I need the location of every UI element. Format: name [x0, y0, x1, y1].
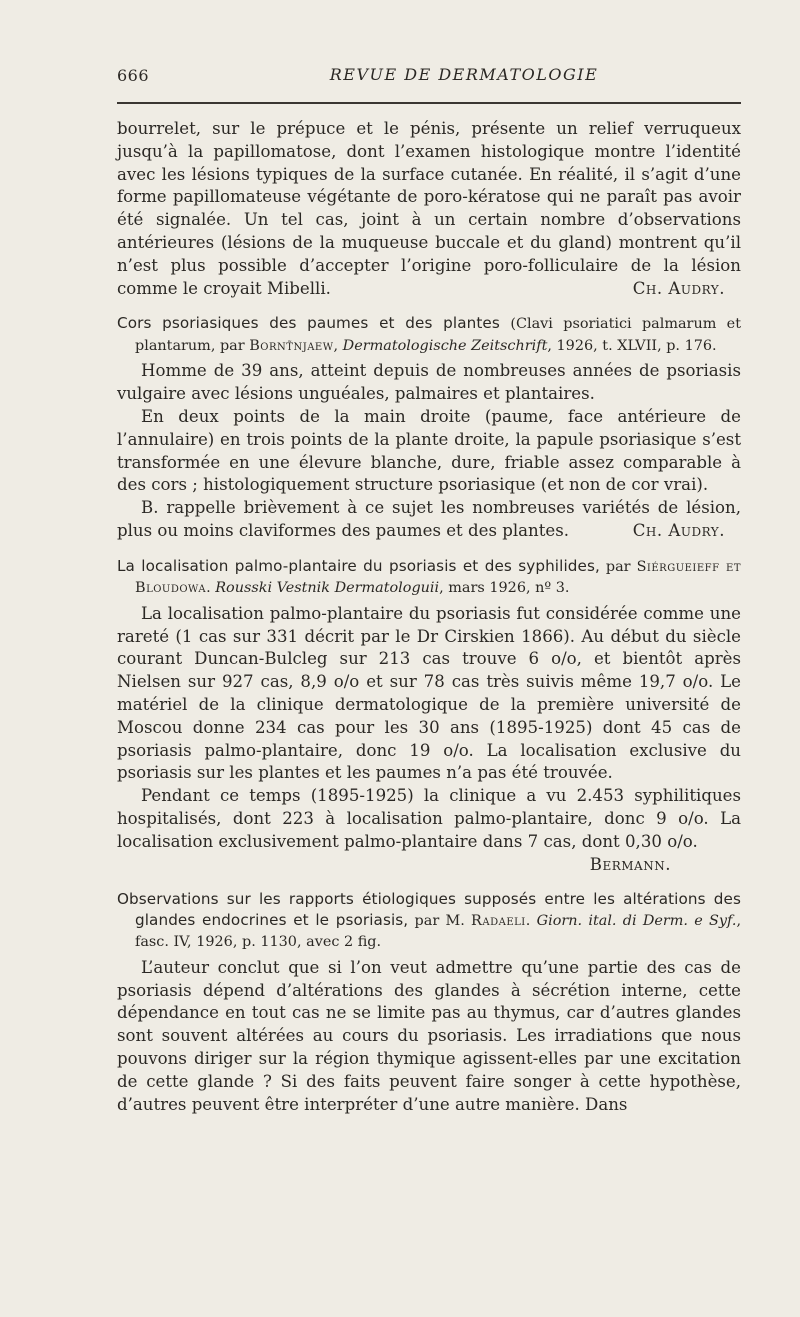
article-paragraph: En deux points de la main droite (paume, face antérieure de l’annulaire) en trois points de la plante droite, la papule psoriasique s’est transformée en une élevure blanche, dure, friable assez comparable à des cors ; histologiquement structure psoriasique (et non de cor vrai). — [117, 406, 741, 495]
body-text — [117, 118, 741, 1116]
article-author: Radaeli — [471, 912, 526, 929]
running-head — [117, 62, 741, 92]
article-title: La localisation palmo-plantaire du psoriasis et des syphilides, — [117, 556, 600, 575]
source-details: , mars 1926, nº 3. — [439, 580, 570, 597]
reviewer-signature-line — [117, 854, 741, 877]
article-paragraph — [117, 497, 741, 543]
article-paragraph: Homme de 39 ans, atteint depuis de nombreuses années de psoriasis vulgaire avec lésions unguéales, palmaires et plantaires. — [117, 361, 741, 404]
page-number: 666 — [117, 66, 150, 85]
reviewer-signature: Ch. Audry. — [632, 278, 725, 298]
article-paragraph-text: B. rappelle brièvement à ce sujet les nombreuses variétés de lésion, plus ou moins claviformes des paumes et des plantes. — [117, 498, 741, 540]
article-review — [117, 556, 741, 877]
source-text: par — [599, 558, 637, 575]
article-journal: Rousski Vestnik Dermatologuii — [215, 580, 440, 597]
article-title: Observations sur les rapports étiologiques supposés entre les altérations des glandes endocrines et le psoriasis, — [117, 890, 741, 929]
article-paragraph: L’auteur conclut que si l’on veut admettre qu’une partie des cas de psoriasis dépend d’altérations des glandes à sécrétion interne, cette dépendance en tout cas ne se limite pas au thymus, car d’autres glandes sont souvent altérées au cours du psoriasis. Les irradiations que nous pouvons diriger sur la région thymique agissent-elles par une excitation de cette glande ? Si des faits peuvent faire songer à cette hypothèse, d’autres peuvent être interpréter d’une autre manière. Dans — [117, 957, 741, 1114]
article-journal: Giorn. ital. di Derm. e Syf. — [536, 912, 737, 929]
article-heading — [117, 313, 741, 356]
article-author: Siérgueieff et Bloudowa — [135, 558, 742, 597]
article-review — [117, 313, 741, 542]
article-review — [117, 889, 741, 1116]
article-journal: Dermatologische Zeitschrift — [342, 337, 548, 354]
source-separator: . — [525, 912, 537, 929]
article-paragraph: Pendant ce temps (1895-1925) la clinique a vu 2.453 syphilitiques hospitalisés, dont 223 à localisation palmo-plantaire, donc 9 o/o. La localisation exclusivement palmo-plantaire dans 7 cas, dont 0,30 o/o. — [117, 786, 741, 851]
continuation-paragraph — [117, 118, 741, 300]
document-page — [117, 62, 741, 1116]
reviewer-signature: Bermann. — [589, 854, 671, 874]
source-separator: , — [333, 337, 343, 354]
source-separator: . — [206, 580, 216, 597]
article-title: Cors psoriasiques des paumes et des plantes — [117, 314, 500, 333]
article-author: Bornt̃njaew — [249, 337, 334, 354]
reviewer-signature: Ch. Audry. — [632, 520, 725, 540]
article-heading — [117, 889, 741, 953]
journal-title: REVUE DE DERMATOLOGIE — [329, 65, 599, 84]
article-heading — [117, 556, 741, 599]
source-details: , 1926, t. XLVII, p. 176. — [547, 337, 717, 354]
source-text: par M. — [408, 912, 472, 929]
continuation-text: bourrelet, sur le prépuce et le pénis, présente un relief verruqueux jusqu’à la papillomatose, dont l’examen histologique montre l’identité avec les lésions typiques de la surface cutanée. En réalité, il s’agit d’une forme papillomateuse végétante de poro-kératose qui ne paraît pas avoir été signalée. Un tel cas, joint à un certain nombre d’observations antérieures (lésions de la muqueuse buccale et du gland) montrent qu’il n’est plus possible d’accepter l’origine poro-folliculaire de la lésion comme le croyait Mibelli. — [117, 119, 741, 298]
header-rule — [117, 102, 741, 104]
article-paragraph: La localisation palmo-plantaire du psoriasis fut considérée comme une rareté (1 cas sur 331 décrit par le Dr Cirskien 1866). Au début du siècle courant Duncan-Bulcleg sur 213 cas trouve 6 o/o, et bientôt après Nielsen sur 927 cas, 8,9 o/o et sur 78 cas très suivis même 19,7 o/o. Le matériel de la clinique dermatologique de la première université de Moscou donne 234 cas pour les 30 ans (1895-1925) dont 45 cas de psoriasis palmo-plantaire, donc 19 o/o. La localisation exclusive du psoriasis sur les plantes et les paumes n’a pas été trouvée. — [117, 603, 741, 783]
source-details: , fasc. IV, 1926, p. 1130, avec 2 fig. — [135, 912, 742, 951]
source-text: (Clavi psoriatici palmarum et plantarum, par — [135, 316, 741, 354]
